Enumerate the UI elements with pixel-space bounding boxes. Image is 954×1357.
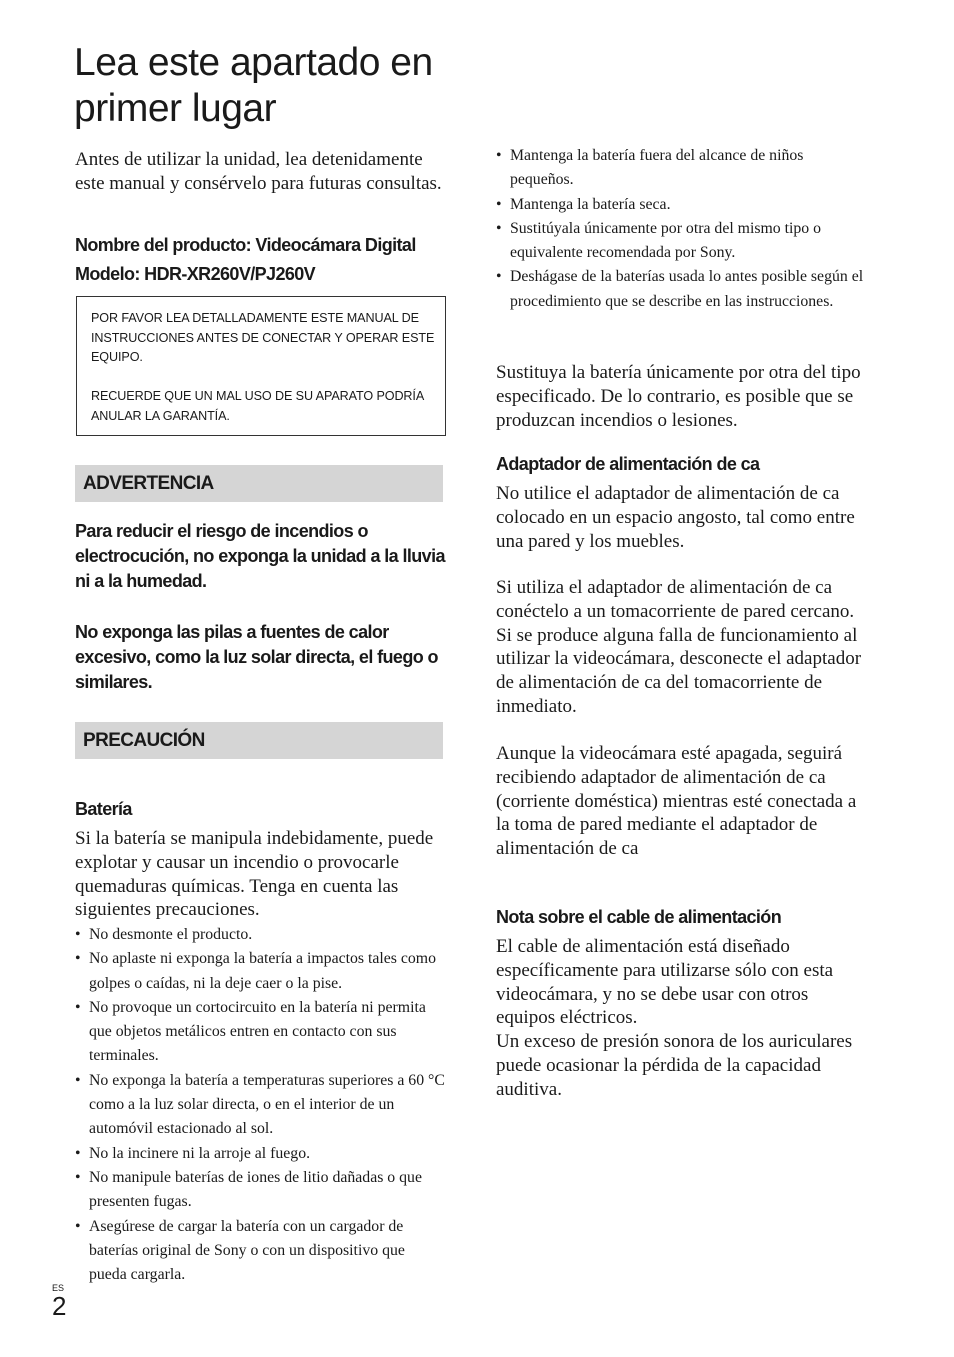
section-heading-advertencia: ADVERTENCIA bbox=[75, 465, 443, 502]
page-number: 2 bbox=[52, 1291, 67, 1321]
bateria-intro: Si la batería se manipula indebidamente, puede explotar y causar un incendio o provocarle quemaduras químicas. Tenga en cuenta las siguientes precauciones. bbox=[75, 828, 434, 921]
adaptador-paragraph: Si utiliza el adaptador de alimentación de ca conéctelo a un tomacorriente de pared cercano. Si se produce alguna falla de funcionamiento al utilizar la videocámara, desconecte el adaptador de alimentación de ca del tomacorriente de inmediato. bbox=[496, 577, 862, 717]
battery-precautions-list bbox=[75, 923, 445, 1287]
subheading-adaptador: Adaptador de alimentación de ca bbox=[496, 454, 760, 474]
list-item: • Sustitúyala únicamente por otra del mismo tipo o equivalente recomendada por Sony. bbox=[496, 217, 868, 266]
intro-text: Antes de utilizar la unidad, lea detenidamente este manual y consérvelo para futuras consultas. bbox=[75, 149, 442, 194]
adaptador-paragraph: No utilice el adaptador de alimentación de ca colocado en un espacio angosto, tal como entre una pared y los muebles. bbox=[496, 483, 855, 552]
notice-paragraph: RECUERDE QUE UN MAL USO DE SU APARATO PODRÍA ANULAR LA GARANTÍA. bbox=[91, 389, 424, 423]
warning-text: No exponga las pilas a fuentes de calor excesivo, como la luz solar directa, el fuego o similares. bbox=[75, 622, 438, 692]
language-code: ES bbox=[52, 1283, 65, 1293]
list-item: • Asegúrese de cargar la batería con un cargador de baterías original de Sony o con un dispositivo que pueda cargarla. bbox=[75, 1215, 445, 1288]
list-item: • No exponga la batería a temperaturas superiores a 60 °C como a la luz solar directa, o en el interior de un automóvil estacionado al sol. bbox=[75, 1069, 445, 1142]
battery-precautions-list-continued bbox=[496, 144, 868, 314]
subheading-cable: Nota sobre el cable de alimentación bbox=[496, 907, 782, 927]
list-item: • No manipule baterías de iones de litio dañadas o que presenten fugas. bbox=[75, 1166, 445, 1215]
warning-text: Para reducir el riesgo de incendios o electrocución, no exponga la unidad a la lluvia ni a la humedad. bbox=[75, 521, 445, 591]
cable-paragraph: Un exceso de presión sonora de los auriculares puede ocasionar la pérdida de la capacidad auditiva. bbox=[496, 1031, 853, 1100]
replace-battery-text: Sustituya la batería únicamente por otra del tipo especificado. De lo contrario, es posible que se produzcan incendios o lesiones. bbox=[496, 362, 861, 431]
list-item: • Deshágase de la baterías usada lo antes posible según el procedimiento que se describe en las instrucciones. bbox=[496, 265, 868, 314]
page-title: Lea este apartado en primer lugar bbox=[74, 41, 433, 130]
product-name: Nombre del producto: Videocámara Digital bbox=[75, 235, 416, 255]
notice-box bbox=[76, 296, 446, 436]
product-model: Modelo: HDR-XR260V/PJ260V bbox=[75, 264, 316, 284]
cable-paragraph: El cable de alimentación está diseñado específicamente para utilizarse sólo con esta videocámara, y no se debe usar con otros equipos eléctricos. bbox=[496, 936, 834, 1029]
list-item: • No la incinere ni la arroje al fuego. bbox=[75, 1142, 445, 1166]
notice-paragraph: POR FAVOR LEA DETALLADAMENTE ESTE MANUAL DE INSTRUCCIONES ANTES DE CONECTAR Y OPERAR ESTE EQUIPO. bbox=[91, 311, 435, 365]
adaptador-paragraph: Aunque la videocámara esté apagada, seguirá recibiendo adaptador de alimentación de ca (corriente doméstica) mientras esté conectada a la toma de pared mediante el adaptador de alimentación de ca bbox=[496, 743, 857, 860]
subheading-bateria: Batería bbox=[75, 799, 132, 819]
list-item: • Mantenga la batería fuera del alcance de niños pequeños. bbox=[496, 144, 868, 193]
list-item: • No desmonte el producto. bbox=[75, 923, 445, 947]
list-item: • Mantenga la batería seca. bbox=[496, 193, 868, 217]
list-item: • No provoque un cortocircuito en la batería ni permita que objetos metálicos entren en contacto con sus terminales. bbox=[75, 996, 445, 1069]
list-item: • No aplaste ni exponga la batería a impactos tales como golpes o caídas, ni la deje caer o la pise. bbox=[75, 947, 445, 996]
section-heading-precaucion: PRECAUCIÓN bbox=[75, 722, 443, 759]
